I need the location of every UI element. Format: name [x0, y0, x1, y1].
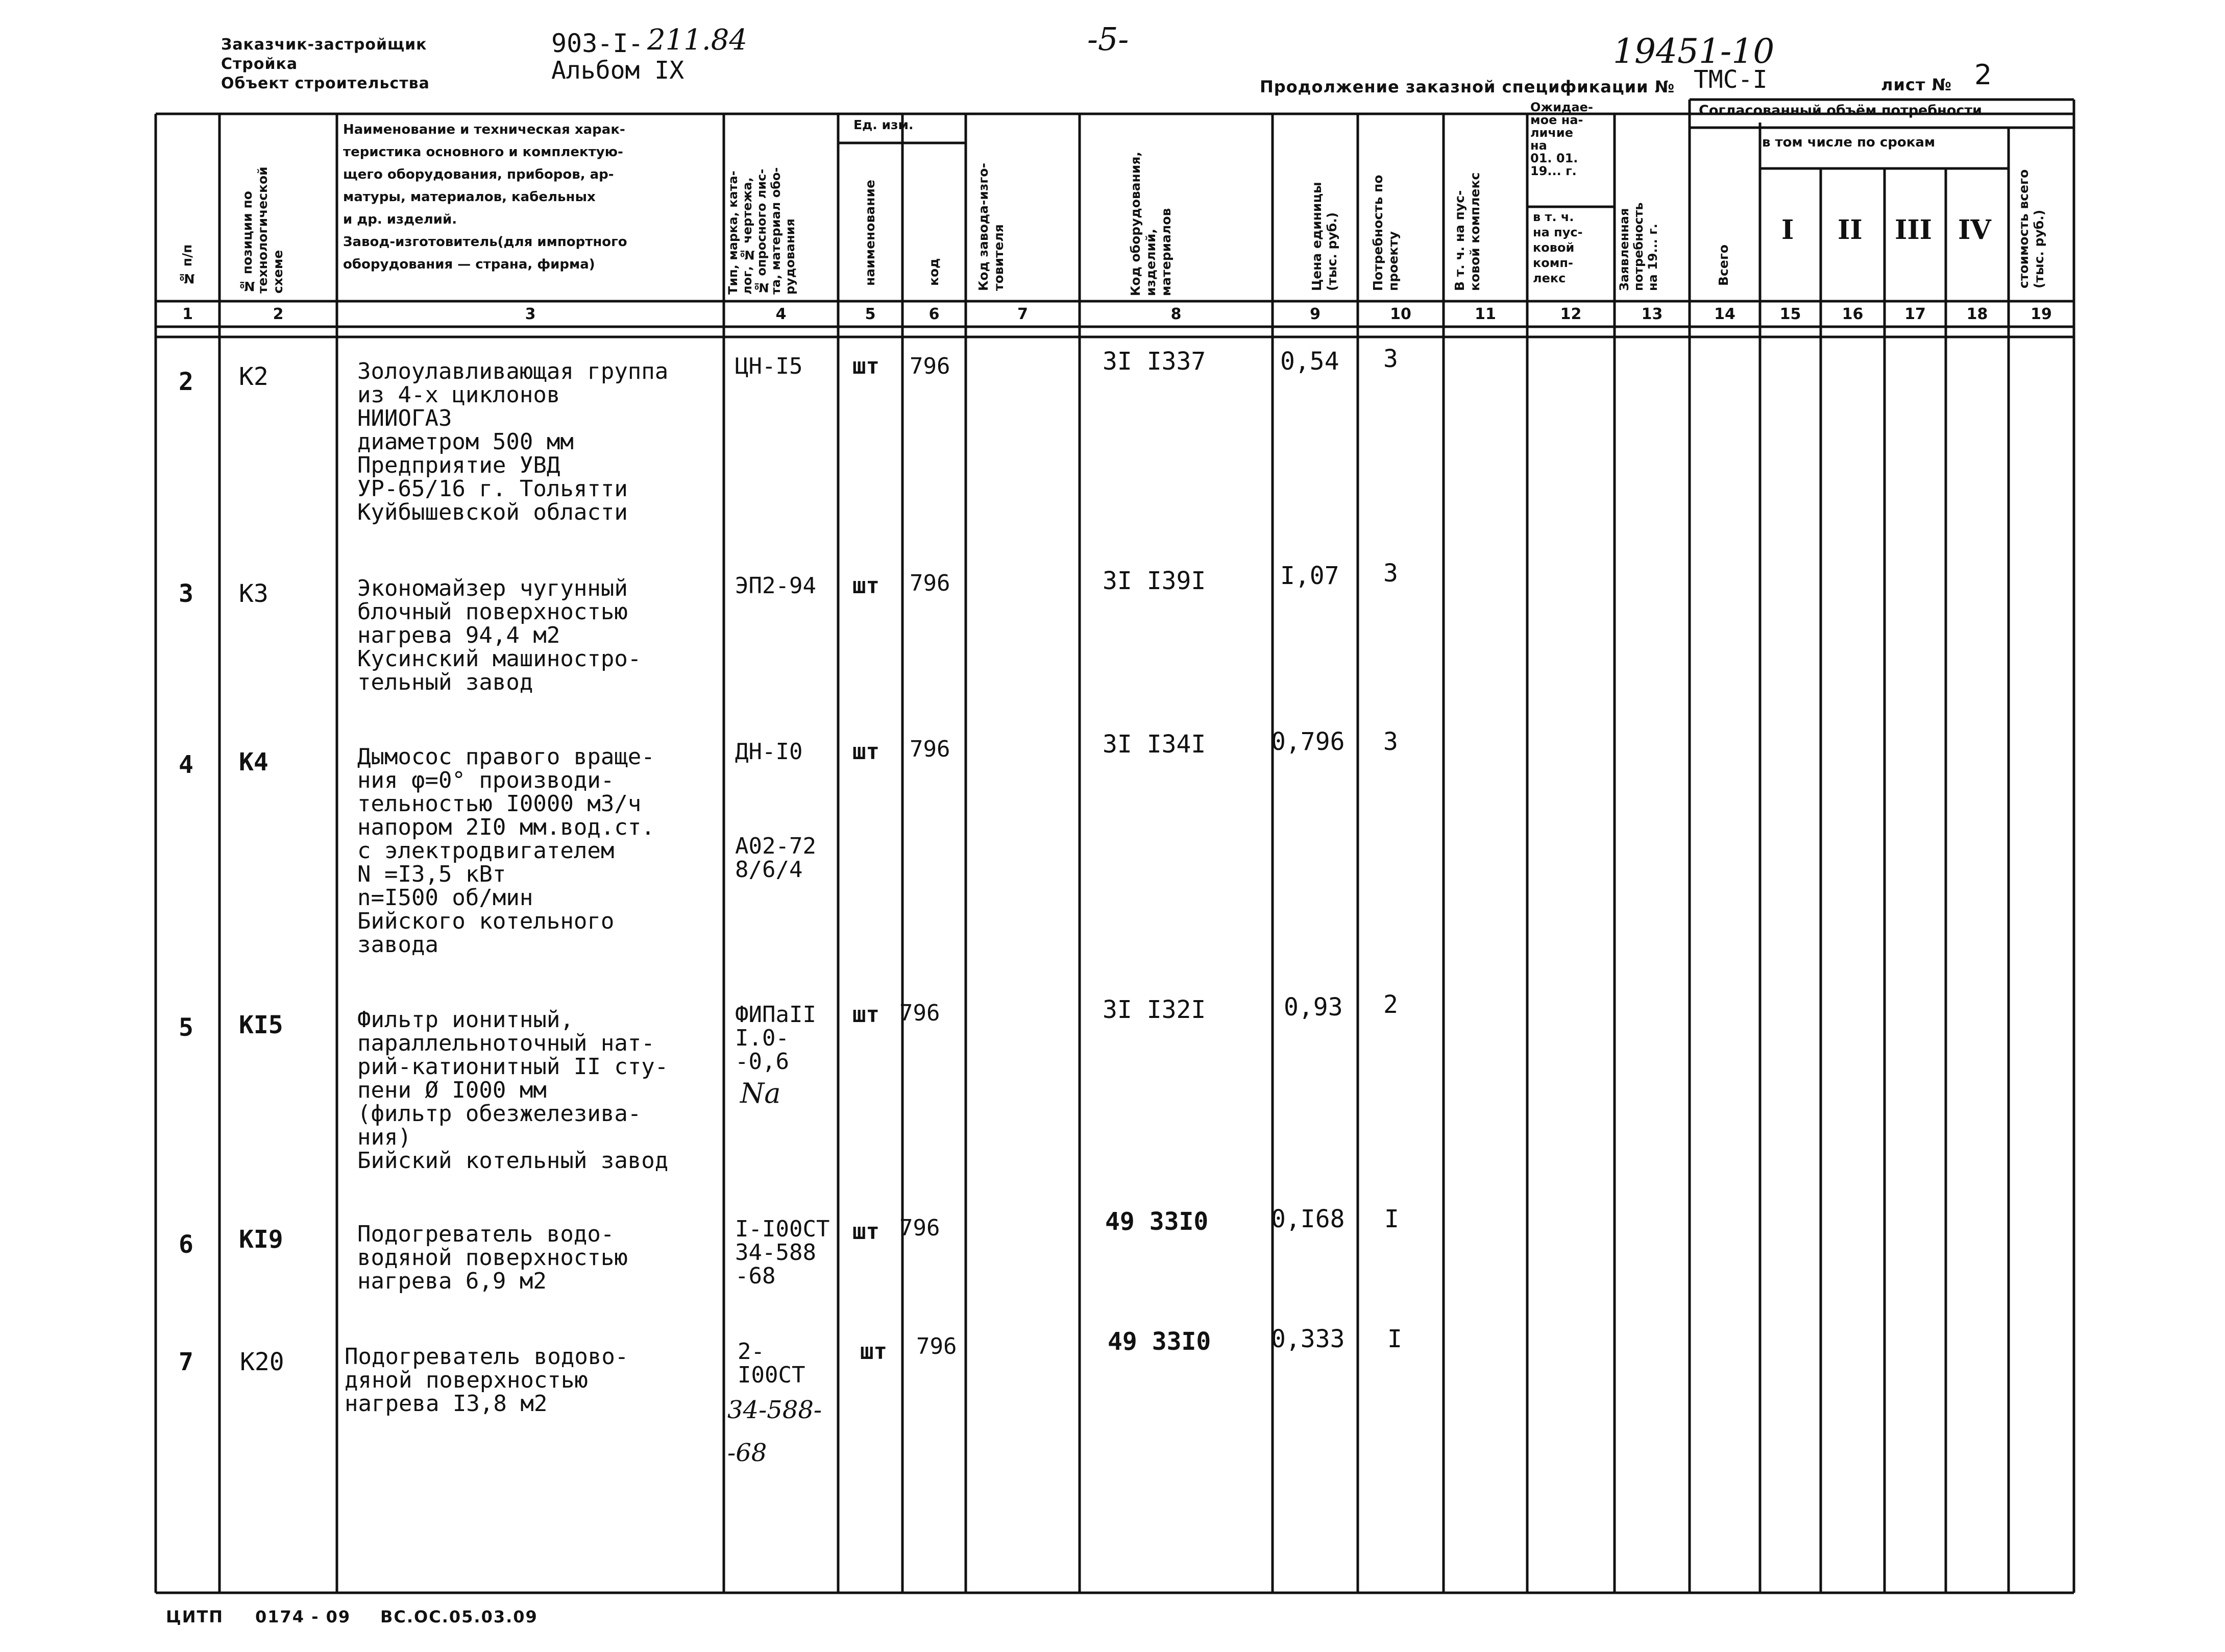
- footer-org: ЦИТП: [166, 1607, 224, 1626]
- site-label: Стройка: [221, 55, 298, 73]
- row-unit-code: 796: [910, 570, 950, 596]
- row-price: 0,I68: [1271, 1205, 1345, 1233]
- col-header-15: I: [1781, 214, 1794, 246]
- col-number: 9: [1310, 305, 1321, 323]
- row-equipment-code: 3I I337: [1103, 347, 1206, 376]
- row-type-motor: А02-72 8/6/4: [735, 833, 816, 883]
- col-header-2: № позиции по технологической схеме: [240, 166, 285, 294]
- row-description: Подогреватель водово- дяной поверхностью нагрева I3,8 м2: [345, 1344, 629, 1417]
- row-number: 4: [179, 750, 193, 779]
- row-equipment-code: 3I I39I: [1103, 567, 1206, 595]
- col-header-5: наименование: [863, 180, 877, 286]
- spec-number: ТМС-I: [1694, 65, 1768, 94]
- row-price: 0,93: [1284, 993, 1343, 1022]
- row-unit-code: 796: [899, 1215, 940, 1241]
- col-header-14: Всего: [1716, 244, 1731, 286]
- col-number: 16: [1842, 305, 1864, 323]
- row-description: Фильтр ионитный, параллельноточный нат- рий-катионитный II сту- пени Ø I000 мм (фильтр обезжелезива- ния) Бийский котельный завод: [357, 1007, 669, 1174]
- col-header-19: стоимость всего (тыс. руб.): [2016, 169, 2046, 288]
- row-equipment-code: 3I I32I: [1103, 995, 1206, 1024]
- row-need: 3: [1383, 727, 1398, 756]
- col-header-unit-group: Ед. изм.: [853, 117, 914, 132]
- row-unit: шт: [852, 353, 879, 379]
- col-header-3: Наименование и техническая харак- теристика основного и комплектую- щего оборудования, приборов, ар- матуры, материалов, кабельных и др. изделий. Завод-изготовитель(для импортного оборудования — страна, фирма): [343, 122, 627, 272]
- row-equipment-code: 49 33I0: [1108, 1327, 1211, 1356]
- row-need: I: [1384, 1205, 1399, 1233]
- row-position: КI9: [239, 1225, 283, 1254]
- col-header-12b: в т. ч. на пус- ковой комп- лекс: [1533, 210, 1583, 285]
- row-number: 2: [179, 368, 193, 396]
- row-unit-code: 796: [910, 736, 950, 762]
- row-type-handwritten: Na: [740, 1077, 781, 1109]
- col-number: 10: [1390, 305, 1411, 323]
- row-type-handwritten: 34-588- -68: [727, 1396, 822, 1467]
- col-number: 1: [182, 305, 193, 323]
- col-header-17: III: [1895, 214, 1932, 246]
- col-number: 6: [928, 305, 940, 323]
- row-equipment-code: 3I I34I: [1103, 730, 1206, 759]
- row-number: 5: [179, 1013, 193, 1042]
- col-number: 18: [1966, 305, 1988, 323]
- sheet-label: лист №: [1881, 75, 1952, 94]
- row-unit: шт: [852, 573, 879, 599]
- col-header-7: Код завода-изго- товителя: [976, 163, 1006, 291]
- col-number: 5: [865, 305, 876, 323]
- row-description: Дымосос правого враще- ния φ=0° производи- тельностью I0000 м3/ч напором 2I0 мм.вод.ст. с электродвигателем N =I3,5 кВт n=I500 об/мин Бийского котельного завода: [357, 744, 655, 958]
- row-type: ЦН-I5: [735, 353, 803, 379]
- col-number: 4: [775, 305, 787, 323]
- col-header-terms-group: в том числе по срокам: [1762, 135, 1936, 150]
- row-type: ЭП2-94: [735, 573, 816, 599]
- sheet-number: 2: [1974, 59, 1992, 91]
- row-description: Золоулавливающая группа из 4-х циклонов НИИОГАЗ диаметром 500 мм Предприятие УВД УР-65/16 г. Тольятти Куйбышевской области: [357, 358, 669, 525]
- footer-reference: ВС.ОС.05.03.09: [380, 1607, 538, 1626]
- row-need: I: [1387, 1325, 1402, 1353]
- row-number: 3: [179, 579, 193, 608]
- row-need: 3: [1383, 559, 1398, 588]
- col-header-11: В т. ч. на пус- ковой комплекс: [1452, 172, 1482, 291]
- col-header-8: Код оборудования, изделий, материалов: [1128, 152, 1173, 296]
- row-price: 0,54: [1280, 347, 1339, 376]
- row-number: 7: [179, 1348, 193, 1376]
- page-number: -5-: [1087, 20, 1129, 58]
- col-number: 13: [1641, 305, 1663, 323]
- row-unit-code: 796: [910, 353, 950, 379]
- col-number: 17: [1904, 305, 1926, 323]
- col-number: 3: [525, 305, 536, 323]
- row-type: I-I00СТ 34-588 -68: [735, 1216, 830, 1289]
- col-header-agreed-group: Согласованный объём потребности: [1699, 103, 1982, 118]
- row-position: К2: [239, 362, 268, 391]
- col-header-12a: Ожидае- мое на- личие на 01. 01. 19... г.: [1530, 100, 1593, 178]
- row-price: 0,333: [1271, 1325, 1345, 1353]
- object-label: Объект строительства: [221, 75, 430, 92]
- col-number: 19: [2031, 305, 2052, 323]
- customer-label: Заказчик-застройщик: [221, 36, 427, 54]
- row-need: 2: [1383, 990, 1398, 1019]
- project-code: 903-I-: [551, 29, 644, 58]
- col-number: 14: [1714, 305, 1735, 323]
- row-price: 0,796: [1271, 727, 1345, 756]
- col-header-18: IV: [1958, 214, 1991, 246]
- row-type: ДН-I0: [735, 739, 803, 765]
- col-number: 8: [1170, 305, 1182, 323]
- col-header-10: Потребность по проекту: [1371, 175, 1401, 291]
- col-header-6: код: [926, 258, 941, 286]
- col-header-4: Тип, марка, ката- лог, № чертежа, № опросного лис- та, материал обо- рудования: [726, 167, 797, 295]
- row-description: Экономайзер чугунный блочный поверхностью нагрева 94,4 м2 Кусинский машиностро- тельный завод: [357, 575, 642, 695]
- col-header-1: № п/п: [180, 244, 194, 286]
- col-number: 7: [1017, 305, 1028, 323]
- row-number: 6: [179, 1230, 193, 1259]
- project-code-handwritten: 211.84: [647, 23, 747, 57]
- document-number-handwritten: 19451-10: [1613, 32, 1775, 71]
- row-position: К3: [239, 579, 268, 608]
- row-unit: шт: [852, 1002, 879, 1028]
- row-equipment-code: 49 33I0: [1105, 1207, 1209, 1236]
- row-position: К4: [239, 748, 268, 776]
- col-number: 11: [1475, 305, 1496, 323]
- col-header-9: Цена единицы (тыс. руб.): [1309, 182, 1339, 291]
- col-number: 15: [1779, 305, 1801, 323]
- footer-number: 0174 - 09: [255, 1607, 351, 1626]
- row-need: 3: [1383, 345, 1398, 373]
- row-description: Подогреватель водо- водяной поверхностью нагрева 6,9 м2: [357, 1221, 628, 1294]
- row-position: КI5: [239, 1011, 283, 1039]
- row-unit-code: 796: [899, 1000, 940, 1026]
- row-unit: шт: [852, 1219, 879, 1245]
- row-unit: шт: [852, 739, 879, 765]
- album-title: Альбом IX: [551, 56, 684, 85]
- row-position: К20: [240, 1348, 284, 1376]
- row-type: 2- I00СТ: [738, 1339, 805, 1388]
- continuation-label: Продолжение заказной спецификации №: [1260, 77, 1675, 96]
- col-header-16: II: [1838, 214, 1863, 246]
- col-number: 12: [1560, 305, 1582, 323]
- col-header-13: Заявленная потребность на 19... г.: [1617, 202, 1660, 291]
- row-type: ФИПаII I.0- -0,6: [735, 1002, 816, 1075]
- col-number: 2: [273, 305, 284, 323]
- row-price: I,07: [1280, 562, 1339, 590]
- row-unit-code: 796: [916, 1333, 957, 1359]
- row-unit: шт: [860, 1339, 887, 1365]
